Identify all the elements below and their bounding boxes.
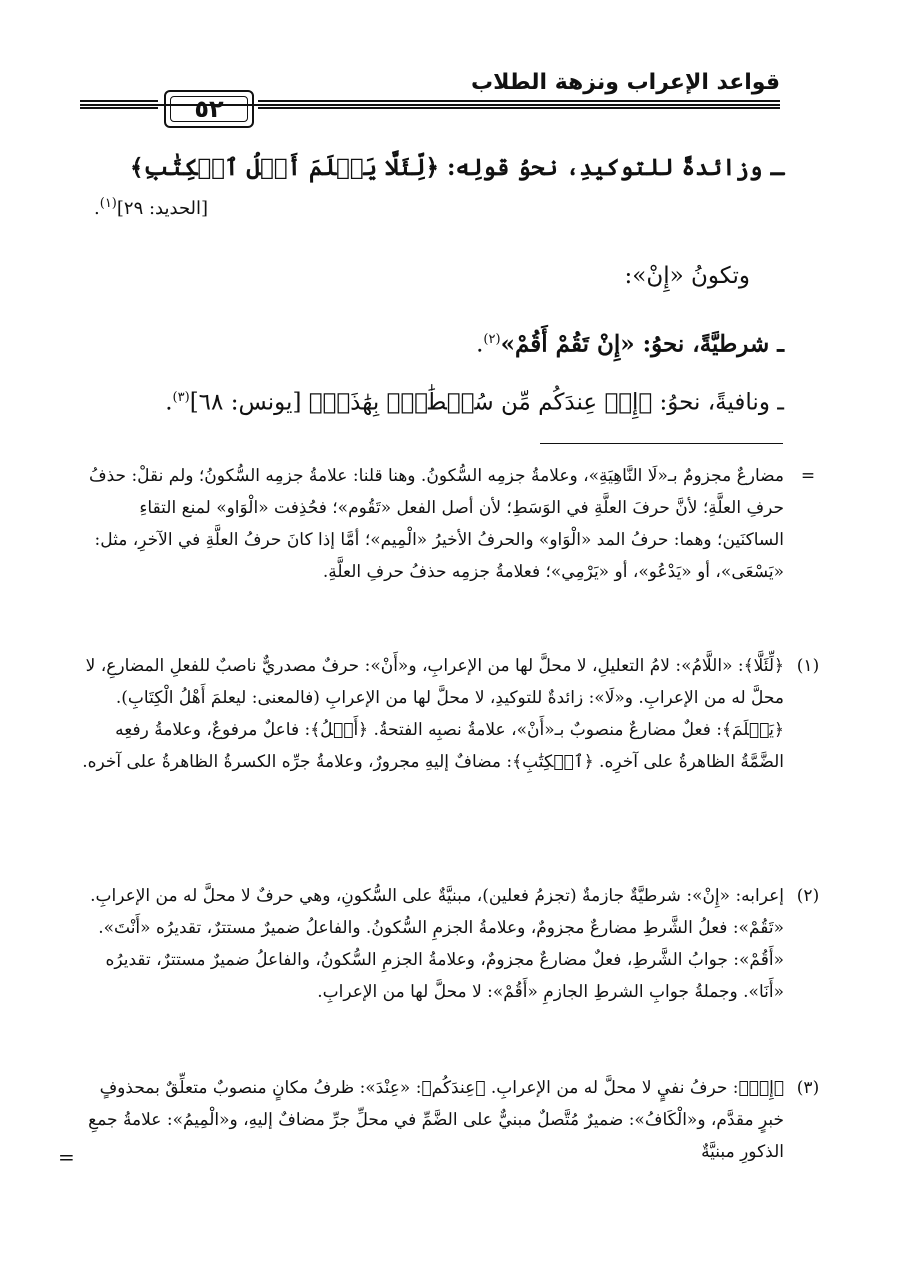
body-line-4: ـ ونافيةً، نحوُ: ﴿إِنۡ عِندَكُم مِّن سُلۡطَٰنِۭ بِهَٰذَآۚ﴾ [يونس: ٦٨]$^{(٣)}$. <box>165 389 784 416</box>
continued-mark: = <box>58 1145 75 1169</box>
footnote-3-text: ﴿إِنۡ﴾: حرفُ نفيٍ لا محلَّ له من الإعرابِ. ﴿عِندَكُم﴾: «عِنْدَ»: ظرفُ مكانٍ منصوبٌ متعلِّقٌ بمحذوفٍ خبرٍ مقدَّم، و«الْكَافُ»: ضميرٌ مُتَّصلٌ مبنيٌّ على الضَّمِّ في محلِّ جرِّ مضافٌ إليهِ، و«الْمِيمُ»: علامةُ جمعِ الذكورِ مبنيَّةٌ <box>88 1078 784 1162</box>
line4-text: ـ ونافيةً، نحوُ: ﴿إِنۡ عِندَكُم مِّن سُلۡطَٰنِۭ بِهَٰذَآۚ﴾ [يونس: ٦٨] <box>189 389 784 416</box>
fn-ref-3: (٣) <box>172 390 190 405</box>
footnote-3-mark: (٣) <box>796 1078 820 1098</box>
footnote-1 <box>76 650 820 778</box>
footnote-separator <box>540 443 783 444</box>
fn-ref-2: (٢) <box>483 332 501 347</box>
line3-text: ـ شرطيَّةً، نحوُ: «إِنْ تَقُمْ أَقُمْ» <box>500 330 784 358</box>
page-number-frame <box>80 92 780 126</box>
body-line-2: وتكونُ «إِنْ»: <box>624 263 750 289</box>
running-title: قواعد الإعراب ونزهة الطلاب <box>471 70 780 95</box>
footnote-3 <box>76 1072 820 1168</box>
footnote-2 <box>76 880 820 1008</box>
footnote-1-mark: (١) <box>796 656 820 676</box>
continuation-mark: = <box>800 466 816 486</box>
footnote-2-mark: (٢) <box>796 886 820 906</box>
footnote-continuation <box>76 460 816 588</box>
page-header <box>80 70 780 124</box>
body-line-3: ـ شرطيَّةً، نحوُ: «إِنْ تَقُمْ أَقُمْ»$^{(٢)}$. <box>476 330 784 358</box>
double-rule-left <box>80 100 158 109</box>
page-number: ٥٢ <box>164 90 254 128</box>
fn-ref-1: (١) <box>99 196 117 211</box>
continuation-text: مضارعٌ مجزومٌ بـ«لَا النَّاهِيَةِ»، وعلامةُ جزمِه السُّكونُ. وهنا قلنا: علامةُ جزمِه السُّكونُ؛ ولم نقلْ: حذفُ حرفِ العلَّةِ؛ لأنَّ حرفَ العلَّةِ في الوَسَطِ؛ لأن أصل الفعل «تَقُوم»؛ فحُذِفت «الْوَاو» لمنع التقاءِ الساكنَين؛ وهما: حرفُ المد «الْوَاو» والحرفُ الأخيرُ «الْمِيم»؛ أمَّا إذا كانَ حرفُ العلَّةِ في الآخرِ، مثل: «يَسْعَى»، أو «يَدْعُو»، أو «يَرْمِي»؛ فعلامةُ جزمِه حذفُ حرفِ العلَّةِ. <box>88 466 784 582</box>
line1-text: ـ وزائدةً للتوكيدِ، نحوُ قولِه: ﴿لِّئَلَّا يَعۡلَمَ أَهۡلُ ٱلۡكِتَٰبِ﴾ <box>130 154 784 181</box>
body-line-1 <box>94 148 784 188</box>
quran-ref-hadid: [الحديد: ٢٩] <box>116 198 209 219</box>
double-rule-right <box>258 100 780 109</box>
footnote-1-text: ﴿لِّئَلَّا﴾: «اللَّامُ»: لامُ التعليلِ، لا محلَّ لها من الإعرابِ، و«أَنْ»: حرفٌ مصدريٌّ ناصبٌ للفعلِ المضارعِ، لا محلَّ له من الإعرابِ. و«لَا»: زائدةٌ للتوكيدِ، لا محلَّ لها من الإعرابِ (فالمعنى: ليعلمَ أَهْلُ الْكِتَابِ). ﴿يَعۡلَمَ﴾: فعلٌ مضارعٌ منصوبٌ بـ«أَنْ»، علامةُ نصبِه الفتحةُ. ﴿أَهۡلُ﴾: فاعلٌ مرفوعٌ، وعلامةُ رفعِه الضَّمَّةُ الظاهرةُ على آخرِه. ﴿ٱلۡكِتَٰبِ﴾: مضافٌ إليهِ مجرورٌ، وعلامةُ جرِّه الكسرةُ الظاهرةُ على آخره. <box>82 656 784 772</box>
line1-reference: [الحديد: ٢٩]$^{(١)}$. <box>94 196 209 219</box>
footnote-2-text: إعرابه: «إِنْ»: شرطيَّةٌ جازمةٌ (تجزمُ فعلين)، مبنيَّةٌ على السُّكونِ، وهي حرفٌ لا محلَّ له من الإعرابِ. «تَقُمْ»: فعلُ الشَّرطِ مضارعٌ مجزومٌ، وعلامةُ الجزمِ السُّكونُ. والفاعلُ ضميرٌ مستترٌ، تقديرُه «أَنْتَ». «أَقُمْ»: جوابُ الشَّرطِ، فعلٌ مضارعٌ مجزومٌ، وعلامةُ الجزمِ السُّكونُ، والفاعلُ ضميرٌ مستترٌ، تقديرُه «أَنَا». وجملةُ جوابِ الشرطِ الجازمِ «أَقُمْ»: لا محلَّ لها من الإعرابِ. <box>90 886 784 1002</box>
